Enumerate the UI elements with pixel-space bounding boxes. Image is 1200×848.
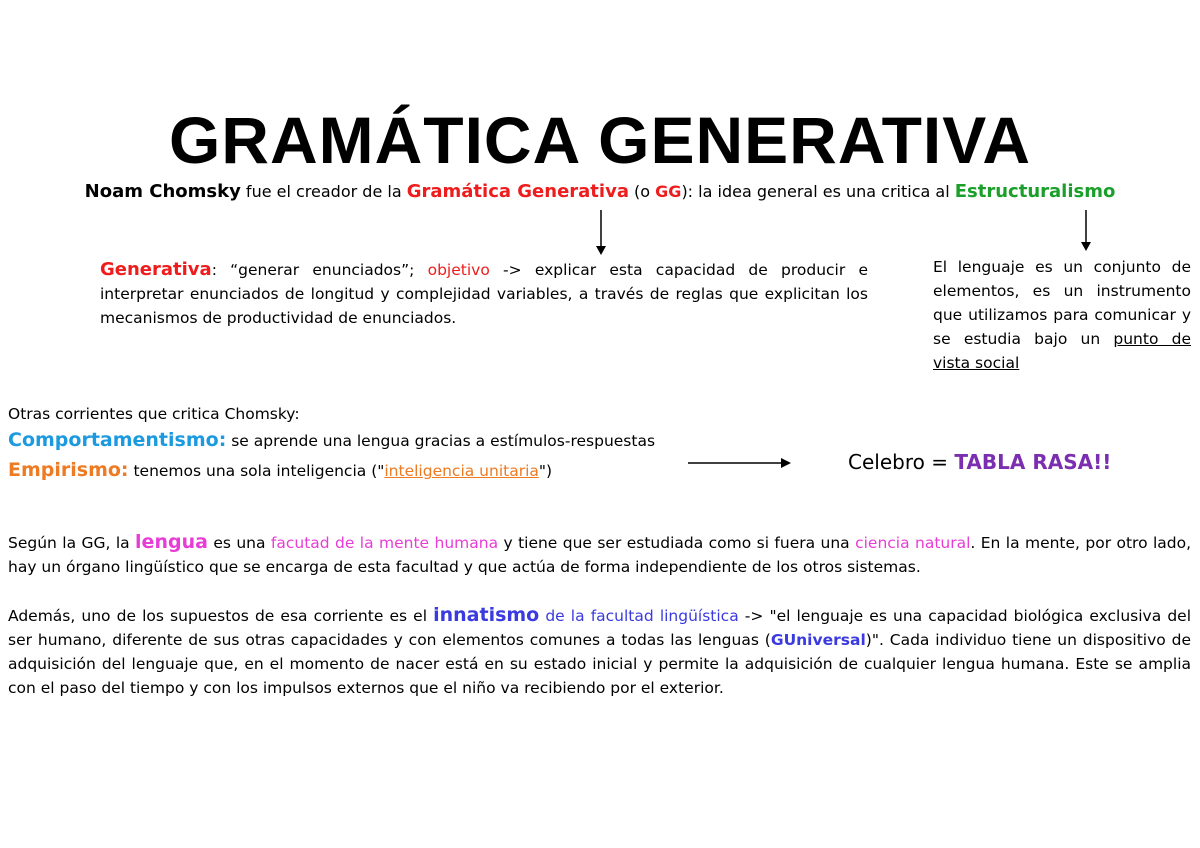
segun-paragraph <box>8 530 1191 579</box>
arrow-down-to-generativa <box>594 210 608 256</box>
segun-text-2: es una <box>207 534 271 552</box>
generativa-term: Generativa <box>100 259 212 280</box>
arrow-right-to-celebro <box>688 456 792 470</box>
empirismo-text-1: tenemos una sola inteligencia (" <box>128 462 385 480</box>
guniversal-term: GUniversal <box>770 631 866 649</box>
comportamentismo-line <box>8 428 655 453</box>
gg-full-term: Gramática Generativa <box>406 181 629 202</box>
inteligencia-unitaria-link[interactable]: inteligencia unitaria <box>384 462 539 480</box>
generativa-text-1: : “generar enunciados”; <box>211 261 428 279</box>
innatismo-term: innatismo <box>433 604 540 626</box>
lengua-term: lengua <box>135 531 208 553</box>
empirismo-term: Empirismo: <box>8 459 129 481</box>
estructuralismo-definition <box>933 255 1191 375</box>
intro-text-1: fue el creador de la <box>240 182 407 201</box>
facultad-term: facutad de la mente humana <box>270 534 499 552</box>
empirismo-line <box>8 458 552 483</box>
facultad-linguistica-term: de la facultad lingüística <box>539 607 739 625</box>
intro-text-3: ): la idea general es una critica al <box>681 182 955 201</box>
celebro-text: Celebro = <box>848 450 955 474</box>
arrow-down-to-lenguaje <box>1079 210 1093 252</box>
intro-line <box>0 180 1200 204</box>
ciencia-natural-term: ciencia natural <box>855 534 971 552</box>
generativa-text-2: -> explicar esta capacidad de producir e interpretar enunciados de longitud y complejidad variables, a través de reglas que explicitan los mecanismos de productividad de enunciados. <box>100 261 868 327</box>
ademas-text-3: )". Cada individuo tiene un dispositivo de adquisición del lenguaje que, en el momento de nacer está en su estado inicial y permite la adquisición de cualquier lengua humana. Este se amplia con el paso del tiempo y con los impulsos externos que el niño va recibiendo por el exterior. <box>8 631 1191 697</box>
ademas-paragraph <box>8 603 1191 700</box>
page-title: GRAMÁTICA GENERATIVA <box>168 103 1032 177</box>
segun-text-4: . En la mente, por otro lado, hay un órgano lingüístico que se encarga de esta facultad y que actúa de forma independiente de los otros sistemas. <box>8 534 1192 576</box>
comportamentismo-term: Comportamentismo: <box>8 429 227 451</box>
segun-text-3: y tiene que ser estudiada como si fuera una <box>498 534 856 552</box>
punto-de-vista-social: punto de vista social <box>933 330 1192 372</box>
estructuralismo-term: Estructuralismo <box>954 181 1116 202</box>
objetivo-term: objetivo <box>427 261 490 279</box>
author-name: Noam Chomsky <box>84 181 241 202</box>
ademas-text-1: Además, uno de los supuestos de esa corriente es el <box>8 607 434 625</box>
generativa-definition <box>100 258 868 330</box>
segun-text-1: Según la GG, la <box>8 534 136 552</box>
intro-text-2: (o <box>628 182 656 201</box>
estructuralismo-def-text: El lenguaje es un conjunto de elementos, es un instrumento que utilizamos para comunicar y se estudia bajo un <box>933 258 1191 348</box>
otras-corrientes-heading: Otras corrientes que critica Chomsky: <box>8 405 300 423</box>
comportamentismo-text: se aprende una lengua gracias a estímulos-respuestas <box>226 432 656 450</box>
empirismo-text-2: ") <box>538 462 553 480</box>
celebro-tabla-rasa <box>848 450 1111 474</box>
ademas-text-2: -> "el lenguaje es una capacidad biológica exclusiva del ser humano, diferente de sus otras capacidades y con elementos comunes a todas las lenguas ( <box>8 607 1191 649</box>
gg-short-term: GG <box>655 182 682 201</box>
tabla-rasa-term: TABLA RASA!! <box>954 450 1112 474</box>
